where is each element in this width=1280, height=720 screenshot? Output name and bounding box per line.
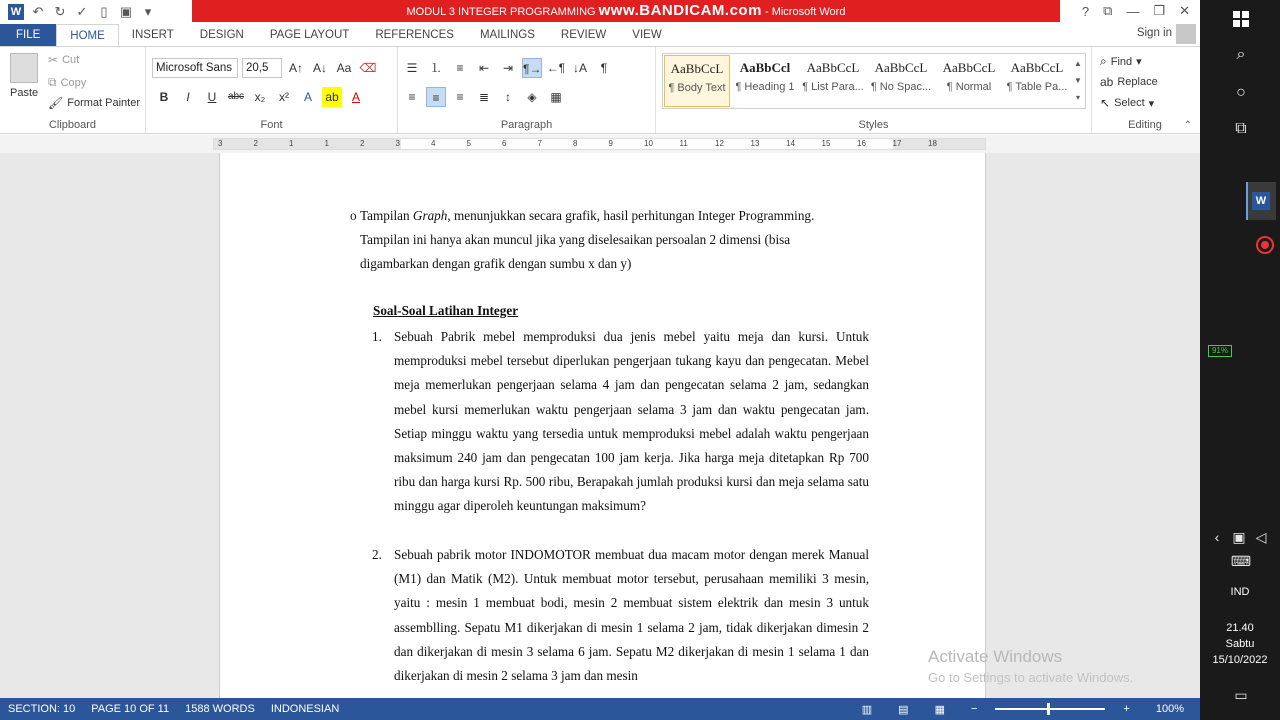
font-color-icon[interactable]: A [351, 90, 360, 104]
ruler-number: 7 [537, 139, 542, 148]
tab-review[interactable]: REVIEW [560, 29, 607, 41]
find-button[interactable]: ⌕ Find ▾ [1100, 54, 1142, 68]
paste-icon[interactable] [10, 53, 38, 83]
bold-icon[interactable]: B [159, 90, 169, 104]
ruler-number: 14 [786, 139, 795, 148]
justify-icon[interactable]: ≣ [478, 90, 490, 104]
network-icon[interactable]: ▣ [1232, 529, 1246, 545]
word-taskbar-button[interactable] [1246, 182, 1276, 220]
redo-icon[interactable]: ↻ [54, 4, 66, 19]
view-controls [854, 698, 1192, 720]
bandicam-brand: www.BANDICAM.com [598, 2, 762, 19]
app-name: - Microsoft Word [764, 6, 846, 18]
brush-icon: 🖌 [48, 96, 64, 110]
ruler-number: 15 [821, 139, 831, 148]
ruler-number: 12 [715, 139, 724, 148]
document-title: MODUL 3 INTEGER PROGRAMMING [406, 6, 596, 18]
ruler-number: 3 [218, 139, 223, 148]
ruler-number: 13 [750, 139, 760, 148]
tab-references[interactable]: REFERENCES [375, 29, 454, 41]
ruler-number: 1 [289, 139, 294, 148]
borders-icon[interactable]: ▦ [550, 90, 562, 104]
change-case-icon[interactable]: Aa [336, 61, 352, 75]
ruler-number: 3 [395, 139, 400, 148]
avatar[interactable] [1176, 24, 1196, 44]
tab-home[interactable]: HOME [56, 24, 119, 46]
sign-in-link[interactable]: Sign in [1136, 27, 1172, 39]
cut-button[interactable]: ✂ Cut [48, 53, 80, 67]
style-heading-1[interactable]: AaBbCcl ¶ Heading 1 [735, 60, 795, 93]
ruler-number: 6 [502, 139, 507, 148]
clock-time[interactable]: 21.40 [1226, 622, 1254, 634]
clipboard-label: Clipboard [48, 119, 97, 131]
ribbon-display-options-icon[interactable]: ⧉ [1103, 3, 1113, 18]
ruler-number: 8 [573, 139, 578, 148]
copy-button[interactable]: ⧉ Copy [48, 75, 87, 89]
ruler-number: 5 [466, 139, 471, 148]
ruler-number: 10 [644, 139, 653, 148]
horizontal-ruler[interactable] [0, 135, 1200, 153]
help-button[interactable]: ? [1081, 3, 1090, 19]
underline-icon[interactable]: U [207, 90, 217, 104]
font-group [146, 47, 398, 133]
ruler-number: 16 [857, 139, 866, 148]
ltr-text-icon[interactable]: ¶→ [522, 58, 542, 78]
rtl-text-icon[interactable]: ←¶ [546, 61, 566, 75]
restore-icon[interactable]: ❐ [1153, 3, 1166, 18]
zoom-slider[interactable] [995, 708, 1105, 710]
style-body-text[interactable]: AaBbCcL ¶ Body Text [664, 55, 730, 107]
ruler-left-margin [214, 139, 401, 149]
print-layout-icon[interactable]: ▤ [898, 703, 909, 716]
window-controls [1082, 0, 1190, 22]
ruler-number: 2 [253, 139, 258, 148]
collapse-ribbon-icon[interactable]: ⌃ [1183, 120, 1192, 131]
paragraph-label: Paragraph [500, 119, 553, 131]
ruler-bar [213, 138, 986, 150]
ruler-number: 2 [360, 139, 365, 148]
list-item-text: Sebuah pabrik motor INDOMOTOR membuat dua macam motor dengan merek Manual (M1) dan Matik (M2). Untuk membuat motor tersebut, perusahaan memiliki 3 mesin, yaitu : mesin 1 membuat bodi, mesin 2 membuat sistem elektrik dan mesin 3 untuk assemblling. Sepatu M1 dikerjakan di mesin 1 selama 2 jam, tidak dikerjakan dimesin 2 dan dikerjakan di mesin 3 selama 6 jam. Sepatu M2 dikerjakan di mesin 1 selama 1 dan dikerjakan di mesin 2 selama 3 jam dan mesin [394, 547, 869, 684]
clipboard-group [0, 47, 146, 133]
list-item [372, 325, 869, 519]
tab-mailings[interactable]: MAILINGS [479, 29, 535, 41]
sort-icon[interactable]: ↓A [572, 61, 587, 75]
subscript-icon[interactable]: x₂ [254, 90, 266, 104]
increase-indent-icon[interactable]: ⇥ [502, 61, 514, 75]
bullet-mark: o [350, 208, 357, 223]
bullet-paragraph: o Tampilan Graph, menunjukkan secara grafik, hasil perhitungan Integer Programming. Tampilan ini hanya akan muncul jika yang diselesaikan persoalan 2 dimensi (bisa digambarkan dengan grafik dengan sumbu x dan y) [360, 204, 830, 276]
ruler-number: 1 [324, 139, 329, 148]
editing-group [1092, 47, 1198, 133]
superscript-icon[interactable]: x² [279, 90, 289, 104]
document-area [0, 153, 1200, 698]
align-left-icon[interactable]: ≡ [408, 90, 416, 104]
read-mode-icon[interactable]: ▥ [861, 703, 873, 716]
zoom-in-icon[interactable]: + [1123, 703, 1130, 715]
save-icon[interactable]: ▣ [119, 4, 133, 19]
close-icon[interactable]: ✕ [1179, 3, 1190, 18]
scissors-icon: ✂ [48, 53, 59, 67]
start-icon[interactable] [1230, 8, 1252, 30]
replace-icon: ab [1100, 75, 1114, 89]
document-page[interactable] [219, 153, 986, 698]
spelling-check-icon[interactable]: ✓ [76, 4, 88, 19]
shading-icon[interactable]: ◈ [527, 90, 537, 104]
font-label: Font [260, 119, 283, 131]
title-bar [0, 0, 1200, 24]
list-number: 2. [372, 547, 382, 562]
italic-icon[interactable]: I [186, 90, 190, 104]
word-count[interactable]: 1588 WORDS [185, 703, 255, 715]
grow-font-icon[interactable]: A↑ [288, 61, 303, 75]
web-layout-icon[interactable]: ▦ [934, 703, 945, 716]
activate-windows-subtitle: Go to Settings to activate Windows. [928, 670, 1134, 685]
chevron-left-icon[interactable]: ‹ [1214, 529, 1220, 545]
task-view-icon[interactable]: ⧉ [1235, 120, 1247, 137]
font-size-select[interactable]: 20,5 [242, 58, 282, 78]
clear-formatting-icon[interactable]: ⌫ [359, 61, 377, 75]
style-table-paragraph[interactable]: AaBbCcL ¶ Table Pa... [1006, 60, 1068, 93]
section-heading: Soal-Soal Latihan Integer [373, 303, 519, 318]
cursor-icon: ↖ [1100, 96, 1111, 110]
numbering-icon[interactable]: ⒈ [429, 61, 442, 75]
clock-day[interactable]: Sabtu [1225, 638, 1255, 650]
input-language[interactable]: IND [1230, 586, 1250, 598]
activate-windows-title: Activate Windows [928, 647, 1063, 666]
search-icon[interactable]: ⌕ [1236, 46, 1246, 63]
strikethrough-icon[interactable]: abc [227, 91, 245, 102]
notification-icon[interactable]: ▭ [1234, 687, 1248, 703]
section-indicator[interactable]: SECTION: 10 [8, 703, 76, 715]
recording-banner [192, 0, 1060, 22]
windows-taskbar [1200, 0, 1280, 720]
paragraph-group [398, 47, 656, 133]
tab-insert[interactable]: INSERT [131, 29, 174, 41]
ruler-right-margin [893, 139, 985, 149]
undo-icon[interactable]: ↶ [32, 4, 44, 19]
list-item [372, 543, 869, 688]
tab-view[interactable]: VIEW [632, 29, 662, 41]
replace-button[interactable]: ab Replace [1100, 75, 1158, 89]
tab-file[interactable]: FILE [0, 24, 56, 46]
multilevel-list-icon[interactable]: ≡ [456, 61, 464, 75]
font-family-select[interactable]: Microsoft Sans [152, 58, 238, 78]
minimize-icon[interactable]: — [1126, 3, 1140, 19]
new-document-icon[interactable]: ▯ [100, 4, 108, 19]
clock-date[interactable]: 15/10/2022 [1212, 654, 1268, 666]
highlight-icon[interactable]: ab [322, 87, 342, 107]
list-item-text: Sebuah Pabrik mebel memproduksi dua jenis mebel yaitu meja dan kursi. Untuk memproduksi mebel tersebut diperlukan pengerjaan tukang kayu dan pengecatan. Mebel meja memerlukan pengerjaan selama 4 jam dan pengecatan selama 2 jam, sedangkan mebel kursi memerlukan waktu pengerjaan selama 3 jam dan waktu pengecatan jam. Setiap minggu waktu yang tersedia untuk memproduksi mebel adalah waktu pengerjaan maksimum 240 jam dan pengecatan 100 jam kerja. Jika harga meja ditetapkan Rp 700 ribu dan harga kursi Rp. 500 ribu, Berapakah jumlah produksi kursi dan meja selama satu minggu agar diperoleh keuntungan maksimum? [394, 329, 869, 514]
align-center-icon[interactable]: ≡ [426, 87, 446, 107]
show-marks-icon[interactable]: ¶ [600, 61, 608, 75]
style-list-paragraph[interactable]: AaBbCcL ¶ List Para... [802, 60, 864, 93]
shrink-font-icon[interactable]: A↓ [312, 61, 327, 75]
customize-qat-icon[interactable]: ▾ [144, 4, 152, 19]
format-painter-button[interactable]: 🖌 Format Painter [48, 96, 140, 110]
style-no-spacing[interactable]: AaBbCcL ¶ No Spac... [870, 60, 932, 93]
select-button[interactable]: ↖ Select ▾ [1100, 96, 1155, 110]
tab-design[interactable]: DESIGN [199, 29, 244, 41]
styles-label: Styles [858, 119, 889, 131]
word-app-icon: W [1252, 192, 1270, 210]
keyboard-icon[interactable]: ⌨ [1230, 553, 1252, 569]
find-icon: ⌕ [1100, 54, 1107, 68]
zoom-out-icon[interactable]: − [970, 703, 978, 715]
sound-icon[interactable]: ◁ [1255, 529, 1267, 545]
copy-icon: ⧉ [48, 75, 57, 89]
align-right-icon[interactable]: ≡ [456, 90, 464, 104]
ruler-number: 4 [431, 139, 436, 148]
zoom-level[interactable]: 100% [1155, 703, 1184, 715]
ruler-number: 18 [928, 139, 937, 148]
bullets-icon[interactable]: ☰ [406, 61, 418, 75]
language-indicator[interactable]: INDONESIAN [270, 703, 340, 715]
chevron-down-icon: ▾ [1148, 97, 1155, 110]
decrease-indent-icon[interactable]: ⇤ [478, 61, 490, 75]
tab-page-layout[interactable]: PAGE LAYOUT [269, 29, 350, 41]
editing-label: Editing [1128, 119, 1162, 131]
styles-scroll[interactable]: ▲ ▼ ▾ [1074, 59, 1082, 102]
status-bar [0, 698, 1200, 720]
record-icon[interactable] [1256, 236, 1274, 254]
cortana-icon[interactable]: ○ [1236, 84, 1246, 101]
word-logo-icon: W [8, 4, 24, 20]
paste-button[interactable]: Paste [10, 87, 39, 99]
line-spacing-icon[interactable]: ↕ [505, 90, 511, 104]
page-indicator[interactable]: PAGE 10 OF 11 [91, 703, 170, 715]
list-number: 1. [372, 329, 382, 344]
battery-icon[interactable]: 91% [1208, 345, 1232, 357]
ruler-number: 17 [892, 139, 902, 148]
styles-group [656, 47, 1092, 133]
chevron-down-icon: ▾ [1136, 56, 1142, 68]
text-effects-icon[interactable]: A [303, 90, 312, 104]
ribbon-tabs [0, 24, 1200, 46]
ruler-number: 11 [679, 139, 688, 148]
style-normal[interactable]: AaBbCcL ¶ Normal [942, 60, 996, 93]
ruler-number: 9 [608, 139, 613, 148]
quick-access-toolbar [0, 0, 156, 24]
ribbon [0, 46, 1200, 134]
